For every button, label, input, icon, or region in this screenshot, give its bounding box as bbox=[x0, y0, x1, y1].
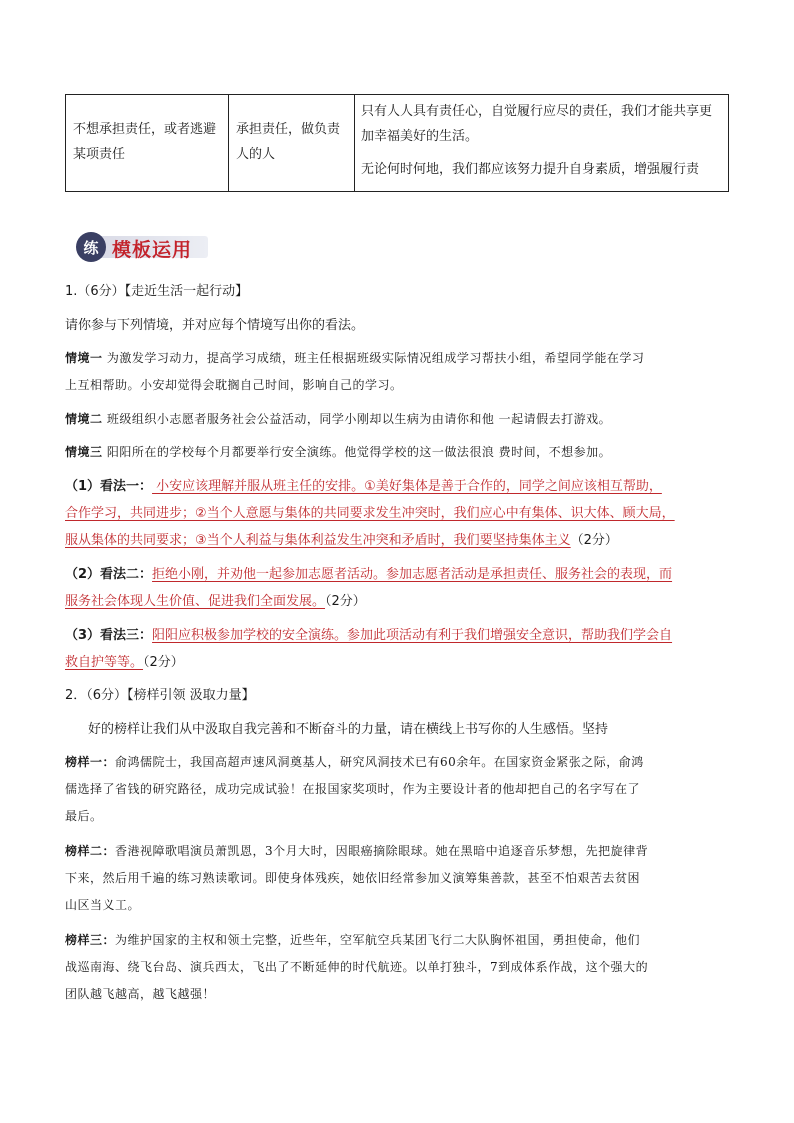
model-3-label: 榜样三： bbox=[65, 933, 116, 947]
table-cell-meaning bbox=[355, 95, 728, 191]
answer-3-score: （2分） bbox=[143, 655, 184, 670]
q1-answer-3-line-1: （3）看法三：阳阳应积极参加学校的安全演练。参加此项活动有利于我们增强安全意识，帮助我们学会自 bbox=[65, 628, 673, 643]
section-title: 模板运用 bbox=[112, 239, 193, 261]
practice-badge-icon: 练 bbox=[76, 232, 106, 262]
answer-2-score: （2分） bbox=[325, 594, 366, 609]
answer-1-text: 小安应该理解并服从班主任的安排。①美好集体是善于合作的，同学之间应该相互帮助， bbox=[152, 479, 662, 494]
scenario-2-label: 情境二 bbox=[65, 412, 103, 426]
q2-heading: 2．（6分）【榜样引领 汲取力量】 bbox=[65, 688, 255, 703]
q1-answer-1-line-3: 服从集体的共同要求；③当个人利益与集体利益发生冲突和矛盾时，我们要坚持集体主义（2分） bbox=[65, 533, 618, 548]
q1-answer-1-line-2: 合作学习，共同进步；②当个人意愿与集体的共同要求发生冲突时，我们应心中有集体、识大体、顾大局， bbox=[65, 506, 675, 521]
q1-scenario-1-line-2: 上互相帮助。小安却觉得会耽搁自己时间，影响自己的学习。 bbox=[65, 378, 403, 392]
q2-model-3-line-3: 团队越飞越高，越飞越强！ bbox=[65, 987, 216, 1001]
q1-scenario-1-line-1: 情境一 为激发学习动力，提高学习成绩，班主任根据班级实际情况组成学习帮扶小组，希望同学能在学习 bbox=[65, 351, 645, 365]
q1-answer-3-line-2: 救自护等等。（2分） bbox=[65, 655, 184, 670]
answer-1-label: （1）看法一： bbox=[65, 479, 153, 494]
q1-prompt: 请你参与下列情境，并对应每个情境写出你的看法。 bbox=[65, 318, 365, 333]
q1-answer-2-line-1: （2）看法二：拒绝小刚，并劝他一起参加志愿者活动。参加志愿者活动是承担责任、服务社会的表现，而 bbox=[65, 567, 673, 582]
answer-3-label: （3）看法三： bbox=[65, 628, 153, 643]
q2-model-2-line-3: 山区当义工。 bbox=[65, 898, 141, 912]
answer-2-label: （2）看法二： bbox=[65, 567, 153, 582]
q1-scenario-2: 情境二 班级组织小志愿者服务社会公益活动，同学小刚却以生病为由请你和他 一起请假去打游戏。 bbox=[65, 412, 612, 426]
q1-answer-1-line-1 bbox=[65, 477, 662, 497]
scenario-1-label: 情境一 bbox=[65, 351, 103, 365]
answer-1-score: （2分） bbox=[570, 533, 618, 548]
q2-model-3-line-1: 榜样三：为维护国家的主权和领土完整，近些年，空军航空兵某团飞行二大队胸怀祖国，勇担使命，他们 bbox=[65, 933, 641, 947]
q1-heading: 1.（6分）【走近生活一起行动】 bbox=[65, 284, 249, 299]
q2-model-1-line-3: 最后。 bbox=[65, 809, 103, 823]
table-cell-meaning-p2: 无论何时何地，我们都应该努力提升自身素质，增强履行责 bbox=[361, 162, 700, 177]
q2-model-1-line-1: 榜样一：俞鸿儒院士，我国高超声速风洞奠基人，研究风洞技术已有60余年。在国家资金紧张之际，俞鸿 bbox=[65, 755, 644, 769]
model-1-label: 榜样一： bbox=[65, 755, 116, 769]
scenario-3-label: 情境三 bbox=[65, 445, 103, 459]
responsibility-table bbox=[65, 94, 729, 192]
table-cell-behavior: 不想承担责任，或者逃避某项责任 bbox=[66, 95, 229, 191]
table-cell-meaning-p1: 只有人人具有责任心，自觉履行应尽的责任，我们才能共享更加幸福美好的生活。 bbox=[361, 104, 713, 144]
q2-model-2-line-1: 榜样二：香港视障歌唱演员萧凯恩，3个月大时，因眼癌摘除眼球。她在黑暗中追逐音乐梦想，先把旋律背 bbox=[65, 844, 649, 858]
q2-model-3-line-2: 战巡南海、绕飞台岛、演兵西太，飞出了不断延伸的时代航迹。以单打独斗，7到成体系作战，这个强大的 bbox=[65, 960, 649, 974]
table-cell-role: 承担责任，做负责人的人 bbox=[229, 95, 355, 191]
section-header-template-application bbox=[76, 230, 208, 264]
q1-answer-2-line-2: 服务社会体现人生价值、促进我们全面发展。（2分） bbox=[65, 594, 366, 609]
q1-scenario-3: 情境三 阳阳所在的学校每个月都要举行安全演练。他觉得学校的这一做法很浪 费时间，不想参加。 bbox=[65, 445, 612, 459]
q2-prompt: 好的榜样让我们从中汲取自我完善和不断奋斗的力量，请在横线上书写你的人生感悟。坚持 bbox=[88, 722, 609, 737]
q2-model-1-line-2: 儒选择了省钱的研究路径，成功完成试验！在报国家奖项时，作为主要设计者的他却把自己的名字写在了 bbox=[65, 782, 641, 796]
model-2-label: 榜样二： bbox=[65, 844, 116, 858]
q2-model-2-line-2: 下来，然后用千遍的练习熟读歌词。即使身体残疾，她依旧经常参加义演筹集善款，甚至不怕艰苦去贫困 bbox=[65, 871, 641, 885]
